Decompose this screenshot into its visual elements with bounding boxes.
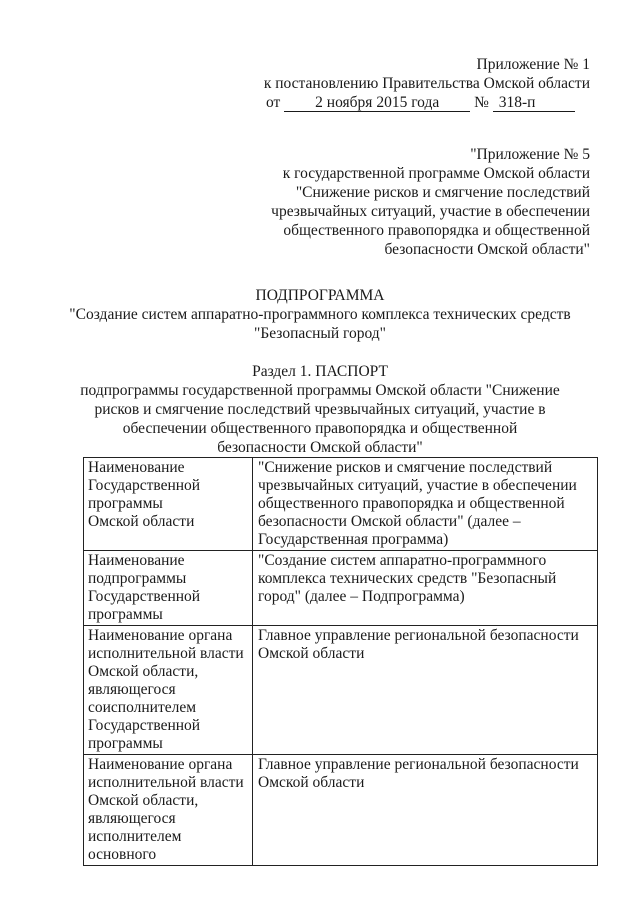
subprogram-heading: ПОДПРОГРАММА	[255, 287, 385, 304]
value-line: город" (далее – Подпрограмма)	[258, 588, 465, 605]
label-line: программы	[88, 735, 163, 752]
value-line: Главное управление региональной безопасности	[258, 627, 579, 644]
subprogram-title-line: "Безопасный город"	[254, 325, 386, 342]
label-line: исполнителем	[88, 828, 182, 845]
appendix-1-title: Приложение № 1	[476, 56, 590, 73]
appendix-5-line: общественного правопорядка и общественной	[283, 222, 590, 239]
label-line: основного	[88, 846, 157, 863]
label-line: Наименование	[88, 459, 185, 476]
decree-number: 318-п	[493, 94, 575, 112]
label-line: Омской области	[88, 513, 195, 530]
decree-date: 2 ноября 2015 года	[284, 94, 470, 112]
label-line: Наименование органа	[88, 627, 233, 644]
label-line: являющегося	[88, 810, 176, 827]
label-line: исполнительной власти	[88, 645, 244, 662]
table-row	[84, 458, 598, 551]
table-row	[84, 626, 598, 755]
appendix-5-line: к государственной программе Омской области	[282, 165, 590, 182]
value-line: общественного правопорядка и общественной	[258, 495, 565, 512]
value-line: комплекса технических средств "Безопасный	[258, 570, 557, 587]
appendix-5-line: "Снижение рисков и смягчение последствий	[295, 184, 590, 201]
appendix-5-line: чрезвычайных ситуаций, участие в обеспечении	[271, 203, 590, 220]
section-title-line: обеспечении общественного правопорядка и общественной	[122, 420, 518, 437]
label-line: соисполнителем	[88, 699, 197, 716]
row-label	[84, 458, 253, 551]
row-value	[253, 626, 598, 755]
section-title-block	[60, 363, 580, 458]
label-line: являющегося	[88, 681, 176, 698]
label-line: Наименование органа	[88, 756, 233, 773]
section-heading: Раздел 1. ПАСПОРТ	[252, 363, 388, 380]
value-line: безопасности Омской области" (далее –	[258, 513, 521, 530]
appendix-5-header	[262, 146, 590, 260]
value-line: Омской области	[258, 774, 365, 791]
value-line: Омской области	[258, 645, 365, 662]
section-title-line: рисков и смягчение последствий чрезвычайных ситуаций, участие в	[94, 401, 546, 418]
row-label	[84, 551, 253, 626]
label-line: программы	[88, 606, 163, 623]
label-line: Государственной	[88, 477, 201, 494]
table-row	[84, 551, 598, 626]
value-line: чрезвычайных ситуаций, участие в обеспечении	[258, 477, 577, 494]
section-title-line: безопасности Омской области"	[217, 439, 423, 456]
section-title-line: подпрограммы государственной программы Омской области "Снижение	[80, 382, 560, 399]
date-prefix: от	[266, 94, 281, 111]
row-label	[84, 755, 253, 866]
appendix-1-header	[262, 56, 590, 113]
label-line: исполнительной власти	[88, 774, 244, 791]
label-line: Государственной	[88, 588, 201, 605]
label-line: Государственной	[88, 717, 201, 734]
appendix-1-decree-line: к постановлению Правительства Омской области	[263, 75, 590, 92]
table-row	[84, 755, 598, 866]
passport-table	[83, 457, 598, 866]
value-line: Государственная программа)	[258, 531, 449, 548]
row-label	[84, 626, 253, 755]
label-line: Омской области,	[88, 663, 199, 680]
row-value	[253, 458, 598, 551]
subprogram-title-line: "Создание систем аппаратно-программного комплекса технических средств	[69, 306, 571, 323]
appendix-1-date-line	[262, 94, 590, 113]
row-value	[253, 551, 598, 626]
number-prefix: №	[474, 94, 489, 111]
value-line: "Снижение рисков и смягчение последствий	[258, 459, 553, 476]
appendix-5-line: "Приложение № 5	[470, 146, 590, 163]
value-line: "Создание систем аппаратно-программного	[258, 552, 547, 569]
label-line: подпрограммы	[88, 570, 187, 587]
subprogram-title-block	[60, 287, 580, 344]
label-line: Наименование	[88, 552, 185, 569]
value-line: Главное управление региональной безопасности	[258, 756, 579, 773]
label-line: Омской области,	[88, 792, 199, 809]
label-line: программы	[88, 495, 163, 512]
appendix-5-line: безопасности Омской области"	[384, 241, 590, 258]
row-value	[253, 755, 598, 866]
